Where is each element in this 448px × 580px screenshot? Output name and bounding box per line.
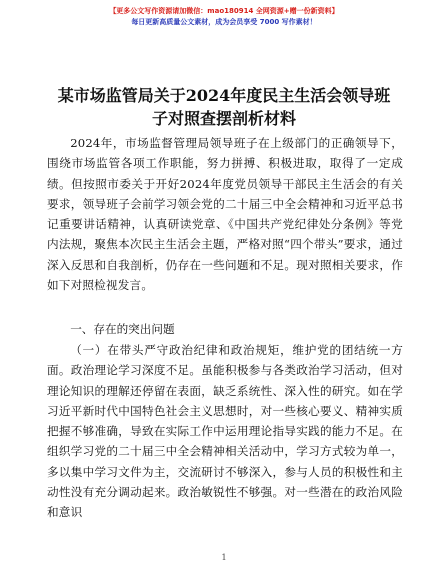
promo-line-wechat: 【更多公文写作资源请加微信：mao180914 全网资源+赠一份新资料】 — [109, 7, 339, 15]
page-number: 1 — [221, 553, 227, 562]
section-heading: 一、存在的突出问题 — [70, 322, 175, 336]
section-paragraph: （一）在带头严守政治纪律和政治规矩，维护党的团结统一方面。政治理论学习深度不足。虽能积极参与各类政治学习活动，但对理论知识的理解还停留在表面，缺乏系统性、深入性的研究。如在学习近平新时代中国特色社会主义思想时，对一些核心要义、精神实质把握不够准确，导致在实际工作中运用理论指导实践的能力不足。在组织学习党的二十届三中全会精神相关活动中，学习方式较为单一，多以集中学习文件为主，交流研讨不够深入，参与人员的积极性和主动性没有充分调动起来。政治敏锐性不够强。对一些潜在的政治风险和意识 — [47, 343, 403, 520]
intro-paragraph: 2024年，市场监督管理局领导班子在上级部门的正确领导下，围绕市场监管各项工作职能，努力拼搏、积极进取，取得了一定成绩。但按照市委关于开好2024年度党员领导干部民主生活会的有关要求，领导班子会前学习领会党的二十届三中全会精神和习近平总书记重要讲话精神，认真研读党章、《中国共产党纪律处分条例》等党内法规，聚焦本次民主生活会主题，严格对照“四个带头”要求，通过深入反思和自我剖析，仍存在一些问题和不足。现对照相关要求，作如下对照检视发言。 — [47, 136, 403, 293]
promo-banner — [0, 6, 448, 27]
promo-line-membership: 每日更新高质量公文素材，成为会员享受 7000 写作素材！ — [131, 18, 317, 26]
document-title: 某市场监管局关于2024年度民主生活会领导班子对照查摆剖析材料 — [57, 86, 391, 128]
